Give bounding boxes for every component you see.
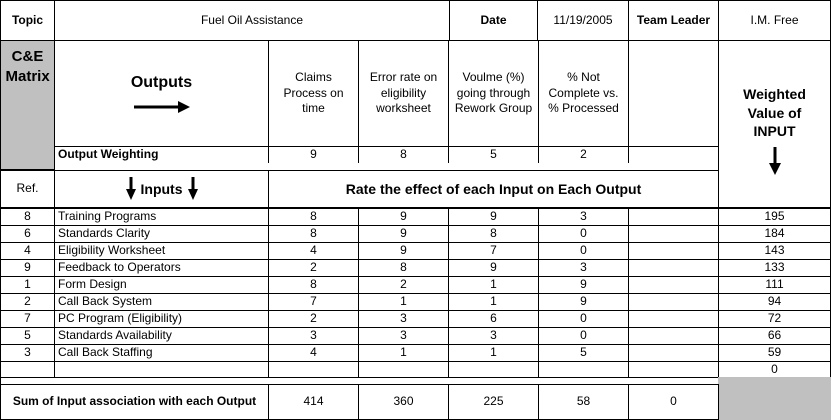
score-cell-5[interactable] — [628, 208, 719, 226]
weighted-value-cell[interactable]: 72 — [718, 310, 831, 328]
weighted-value-cell[interactable]: 0 — [718, 361, 831, 379]
score-cell-1[interactable]: 8 — [268, 225, 359, 243]
score-cell-1[interactable]: 2 — [268, 310, 359, 328]
ref-cell[interactable]: 5 — [0, 327, 55, 345]
output-header-1[interactable]: Claims Process on time — [268, 40, 359, 147]
input-cell[interactable]: Training Programs — [54, 208, 269, 226]
score-cell-3[interactable]: 1 — [448, 344, 539, 362]
ref-cell[interactable]: 9 — [0, 259, 55, 277]
score-cell-1[interactable]: 2 — [268, 259, 359, 277]
date-label[interactable]: Date — [449, 0, 538, 41]
score-cell-2[interactable]: 9 — [358, 208, 449, 226]
score-cell-2[interactable]: 1 — [358, 344, 449, 362]
score-cell-4[interactable]: 0 — [538, 242, 629, 260]
output-weighting-label: Output Weighting — [54, 146, 269, 164]
input-cell[interactable]: Standards Availability — [54, 327, 269, 345]
score-cell-3[interactable]: 9 — [448, 208, 539, 226]
score-cell-4[interactable]: 0 — [538, 225, 629, 243]
score-cell-4[interactable]: 0 — [538, 327, 629, 345]
outputs-header — [54, 40, 269, 147]
score-cell-1[interactable]: 4 — [268, 344, 359, 362]
outputs-label: Outputs — [130, 74, 193, 92]
weighted-value-cell[interactable]: 94 — [718, 293, 831, 311]
score-cell-3[interactable]: 3 — [448, 327, 539, 345]
output-sum-3[interactable]: 225 — [448, 384, 539, 420]
score-cell-3[interactable]: 9 — [448, 259, 539, 277]
weighted-value-cell[interactable]: 184 — [718, 225, 831, 243]
score-cell-3[interactable]: 7 — [448, 242, 539, 260]
ref-cell[interactable]: 8 — [0, 208, 55, 226]
output-sum-4[interactable]: 58 — [538, 384, 629, 420]
team-leader-label[interactable]: Team Leader — [628, 0, 719, 41]
score-cell-1[interactable]: 3 — [268, 327, 359, 345]
score-cell-2[interactable]: 9 — [358, 225, 449, 243]
matrix-title-text: C&E Matrix — [5, 48, 50, 85]
output-sum-1[interactable]: 414 — [268, 384, 359, 420]
output-weight-3[interactable]: 5 — [448, 146, 539, 164]
score-cell-3[interactable]: 1 — [448, 293, 539, 311]
output-weight-4[interactable]: 2 — [538, 146, 629, 164]
matrix-title — [0, 40, 55, 170]
date-value[interactable]: 11/19/2005 — [537, 0, 629, 41]
arrow-down-icon — [187, 177, 199, 201]
arrow-down-icon — [125, 177, 137, 201]
weighted-value-header — [718, 40, 831, 208]
weighted-value-cell[interactable]: 59 — [718, 344, 831, 362]
score-cell-2[interactable]: 8 — [358, 259, 449, 277]
score-cell-3[interactable]: 1 — [448, 276, 539, 294]
score-cell-4[interactable]: 9 — [538, 293, 629, 311]
score-cell-3[interactable]: 6 — [448, 310, 539, 328]
score-cell-5[interactable] — [628, 344, 719, 362]
score-cell-5[interactable] — [628, 293, 719, 311]
score-cell-5[interactable] — [628, 259, 719, 277]
weighted-value-cell[interactable]: 133 — [718, 259, 831, 277]
score-cell-1[interactable]: 8 — [268, 208, 359, 226]
output-sum-2[interactable]: 360 — [358, 384, 449, 420]
weighted-value-cell[interactable]: 111 — [718, 276, 831, 294]
output-weight-5[interactable] — [628, 146, 719, 164]
gray-filler-right — [718, 377, 831, 420]
output-header-5[interactable] — [628, 40, 719, 147]
inputs-label: Inputs — [140, 180, 183, 197]
team-leader-value[interactable]: I.M. Free — [718, 0, 831, 41]
score-cell-5[interactable] — [628, 276, 719, 294]
rate-label: Rate the effect of each Input on Each Output — [268, 170, 719, 208]
score-cell-3[interactable]: 8 — [448, 225, 539, 243]
input-cell[interactable]: Feedback to Operators — [54, 259, 269, 277]
input-cell[interactable]: Call Back System — [54, 293, 269, 311]
ref-cell[interactable]: 4 — [0, 242, 55, 260]
output-header-4[interactable]: % Not Complete vs. % Processed — [538, 40, 629, 147]
score-cell-2[interactable]: 2 — [358, 276, 449, 294]
output-header-2[interactable]: Error rate on eligibility worksheet — [358, 40, 449, 147]
output-sum-5[interactable]: 0 — [628, 384, 719, 420]
weighted-value-cell[interactable]: 143 — [718, 242, 831, 260]
input-cell[interactable]: Form Design — [54, 276, 269, 294]
weighted-value-label: Weighted Value of INPUT — [743, 85, 806, 140]
output-weight-2[interactable]: 8 — [358, 146, 449, 164]
arrow-down-icon — [768, 147, 782, 177]
output-header-3[interactable]: Voulme (%) going through Rework Group — [448, 40, 539, 147]
ref-label: Ref. — [0, 170, 55, 208]
score-cell-4[interactable]: 3 — [538, 208, 629, 226]
score-cell-4[interactable]: 0 — [538, 310, 629, 328]
sum-label: Sum of Input association with each Output — [0, 384, 269, 420]
arrow-right-icon — [132, 100, 192, 114]
input-cell[interactable]: Standards Clarity — [54, 225, 269, 243]
score-cell-5[interactable] — [628, 310, 719, 328]
score-cell-5[interactable] — [628, 242, 719, 260]
input-cell[interactable]: Eligibility Worksheet — [54, 242, 269, 260]
input-cell[interactable]: Call Back Staffing — [54, 344, 269, 362]
output-weight-1[interactable]: 9 — [268, 146, 359, 164]
score-cell-1[interactable]: 7 — [268, 293, 359, 311]
topic-label[interactable]: Topic — [0, 0, 55, 41]
weighted-value-cell[interactable]: 195 — [718, 208, 831, 226]
inputs-header — [54, 170, 269, 208]
score-cell-5[interactable] — [628, 327, 719, 345]
score-cell-4[interactable]: 3 — [538, 259, 629, 277]
score-cell-2[interactable]: 3 — [358, 310, 449, 328]
input-cell[interactable]: PC Program (Eligibility) — [54, 310, 269, 328]
score-cell-4[interactable]: 5 — [538, 344, 629, 362]
weighted-value-cell[interactable]: 66 — [718, 327, 831, 345]
topic-value[interactable]: Fuel Oil Assistance — [54, 0, 450, 41]
ref-cell[interactable]: 2 — [0, 293, 55, 311]
score-cell-2[interactable]: 1 — [358, 293, 449, 311]
score-cell-1[interactable]: 8 — [268, 276, 359, 294]
ref-cell[interactable]: 7 — [0, 310, 55, 328]
ref-cell[interactable]: 6 — [0, 225, 55, 243]
ref-cell[interactable]: 3 — [0, 344, 55, 362]
ref-cell[interactable]: 1 — [0, 276, 55, 294]
score-cell-1[interactable]: 4 — [268, 242, 359, 260]
score-cell-2[interactable]: 3 — [358, 327, 449, 345]
score-cell-5[interactable] — [628, 225, 719, 243]
score-cell-2[interactable]: 9 — [358, 242, 449, 260]
score-cell-4[interactable]: 9 — [538, 276, 629, 294]
